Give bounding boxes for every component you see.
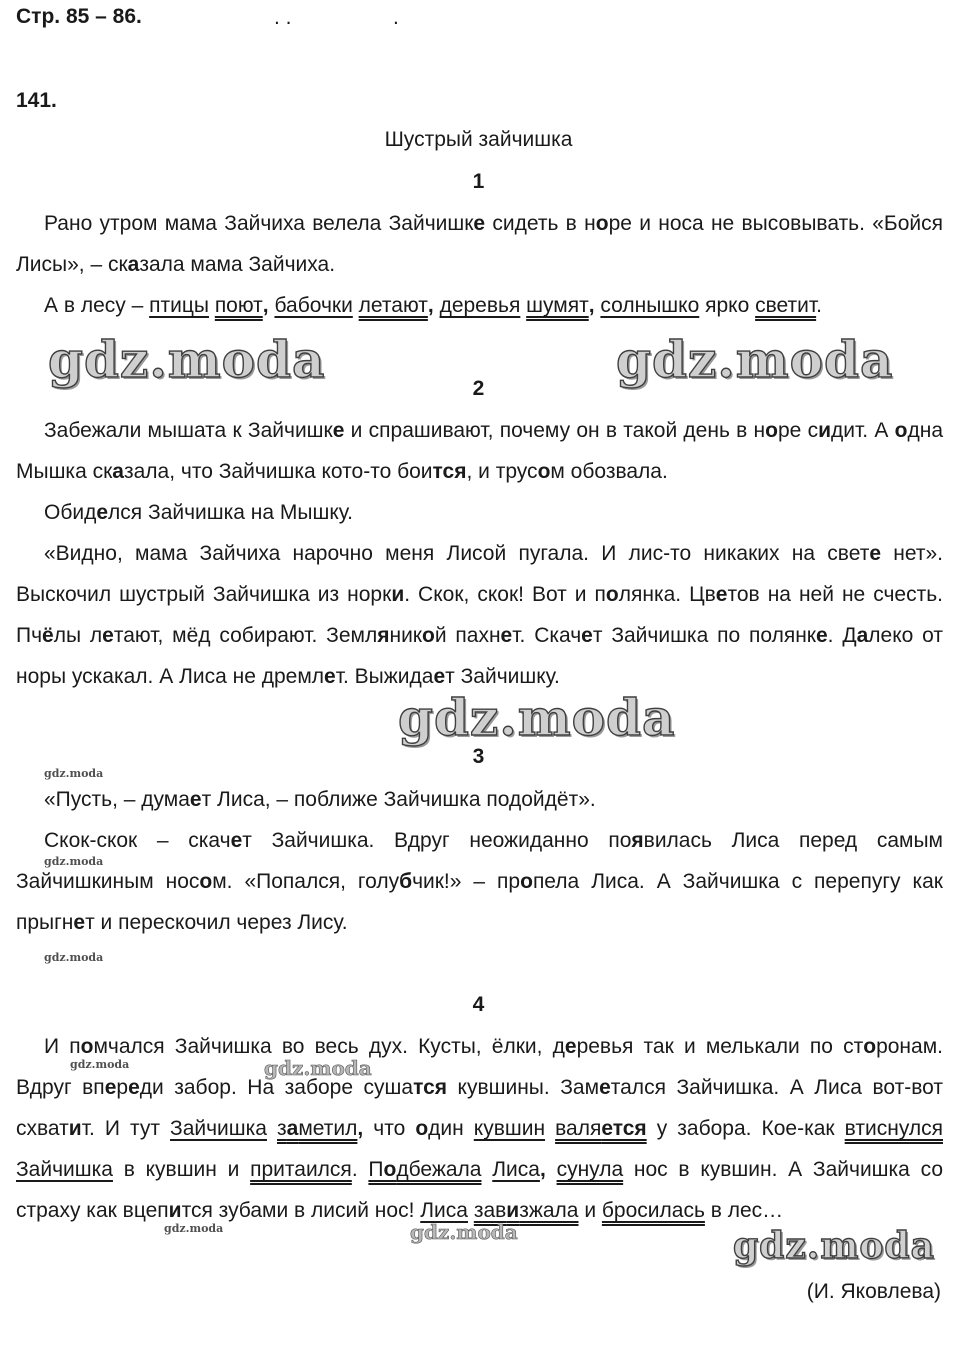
paragraph-1a: Рано утром мама Зайчиха велела Зайчишке сидеть в норе и носа не высовывать. «Бойся Лисы», – сказала мама Зайчиха. [16,212,943,276]
scan-dot: . [393,6,399,29]
paragraph-2c: «Видно, мама Зайчиха нарочно меня Лисой пугала. И лис-то никаких на свете нет». Выскочил шустрый Зайчишка из норки. Скок, скок! Вот и полянка. Цветов на ней не счесть. Пчёлы летают, мёд собирают. Земляникой пахнет. Скачет Зайчишка по полянке. Далеко от норы ускакал. А Лиса не дремлет. Выжидает Зайчишку. [16,542,943,688]
watermark-small: gdz.moda [164,1222,224,1235]
paragraph-3b: Скок-скок – скачет Зайчишка. Вдруг неожиданно появилась Лиса перед самым Зайчишкиным носом. «Попался, голубчик!» – пропела Лиса. А Зайчишка с перепугу как прыгнет и перескочил через Лису. [16,829,943,934]
part-number-4: 4 [472,993,485,1016]
part-number-3: 3 [472,745,485,768]
watermark-logo: gdz.moda [616,330,894,389]
watermark-medium: gdz.moda [410,1220,518,1244]
part-number-2: 2 [472,377,485,400]
watermark-small: gdz.moda [44,855,104,868]
watermark-logo: gdz.moda [398,688,676,747]
part-number-1: 1 [472,170,485,193]
author-credit: (И. Яковлева) [806,1280,941,1303]
exercise-number: 141. [16,89,57,112]
paragraph-3a: «Пусть, – думает Лиса, – поближе Зайчишка подойдёт». [44,788,596,811]
watermark-logo: gdz.moda [48,330,326,389]
paragraph-2b: Обиделся Зайчишка на Мышку. [44,501,353,524]
story-title: Шустрый зайчишка [384,128,573,151]
paragraph-4: И помчался Зайчишка во весь дух. Кусты, ёлки, деревья так и мелькали по сторонам. Вдруг впереди забор. На заборе сушатся кувшины. Заметался Зайчишка. А Лиса вот-вот схватит. И тут Зайчишка заметил, что один кувшин валяется у забора. Кое-как втиснулся Зайчишка в кувшин и притаился. Подбежала Лиса, сунула нос в кувшин. А Зайчишка со страху как вцепится зубами в лисий нос! Лиса завизжала и бросилась в лес… [16,1035,944,1222]
scan-dots: . . [274,6,292,29]
watermark-small: gdz.moda [70,1058,130,1071]
watermark-small: gdz.moda [44,767,104,780]
watermark-medium: gdz.moda [264,1056,372,1080]
watermark-small: gdz.moda [44,951,104,964]
page-header: Стр. 85 – 86. [16,5,142,28]
paragraph-2a: Забежали мышата к Зайчишке и спрашивают, почему он в такой день в норе сидит. А одна Мышка сказала, что Зайчишка кото-то боится, и трусом обозвала. [16,419,943,483]
watermark-logo: gdz.moda [733,1225,935,1267]
paragraph-1b: А в лесу – птицы поют, бабочки летают, деревья шумят, солнышко ярко светит. [44,294,822,317]
